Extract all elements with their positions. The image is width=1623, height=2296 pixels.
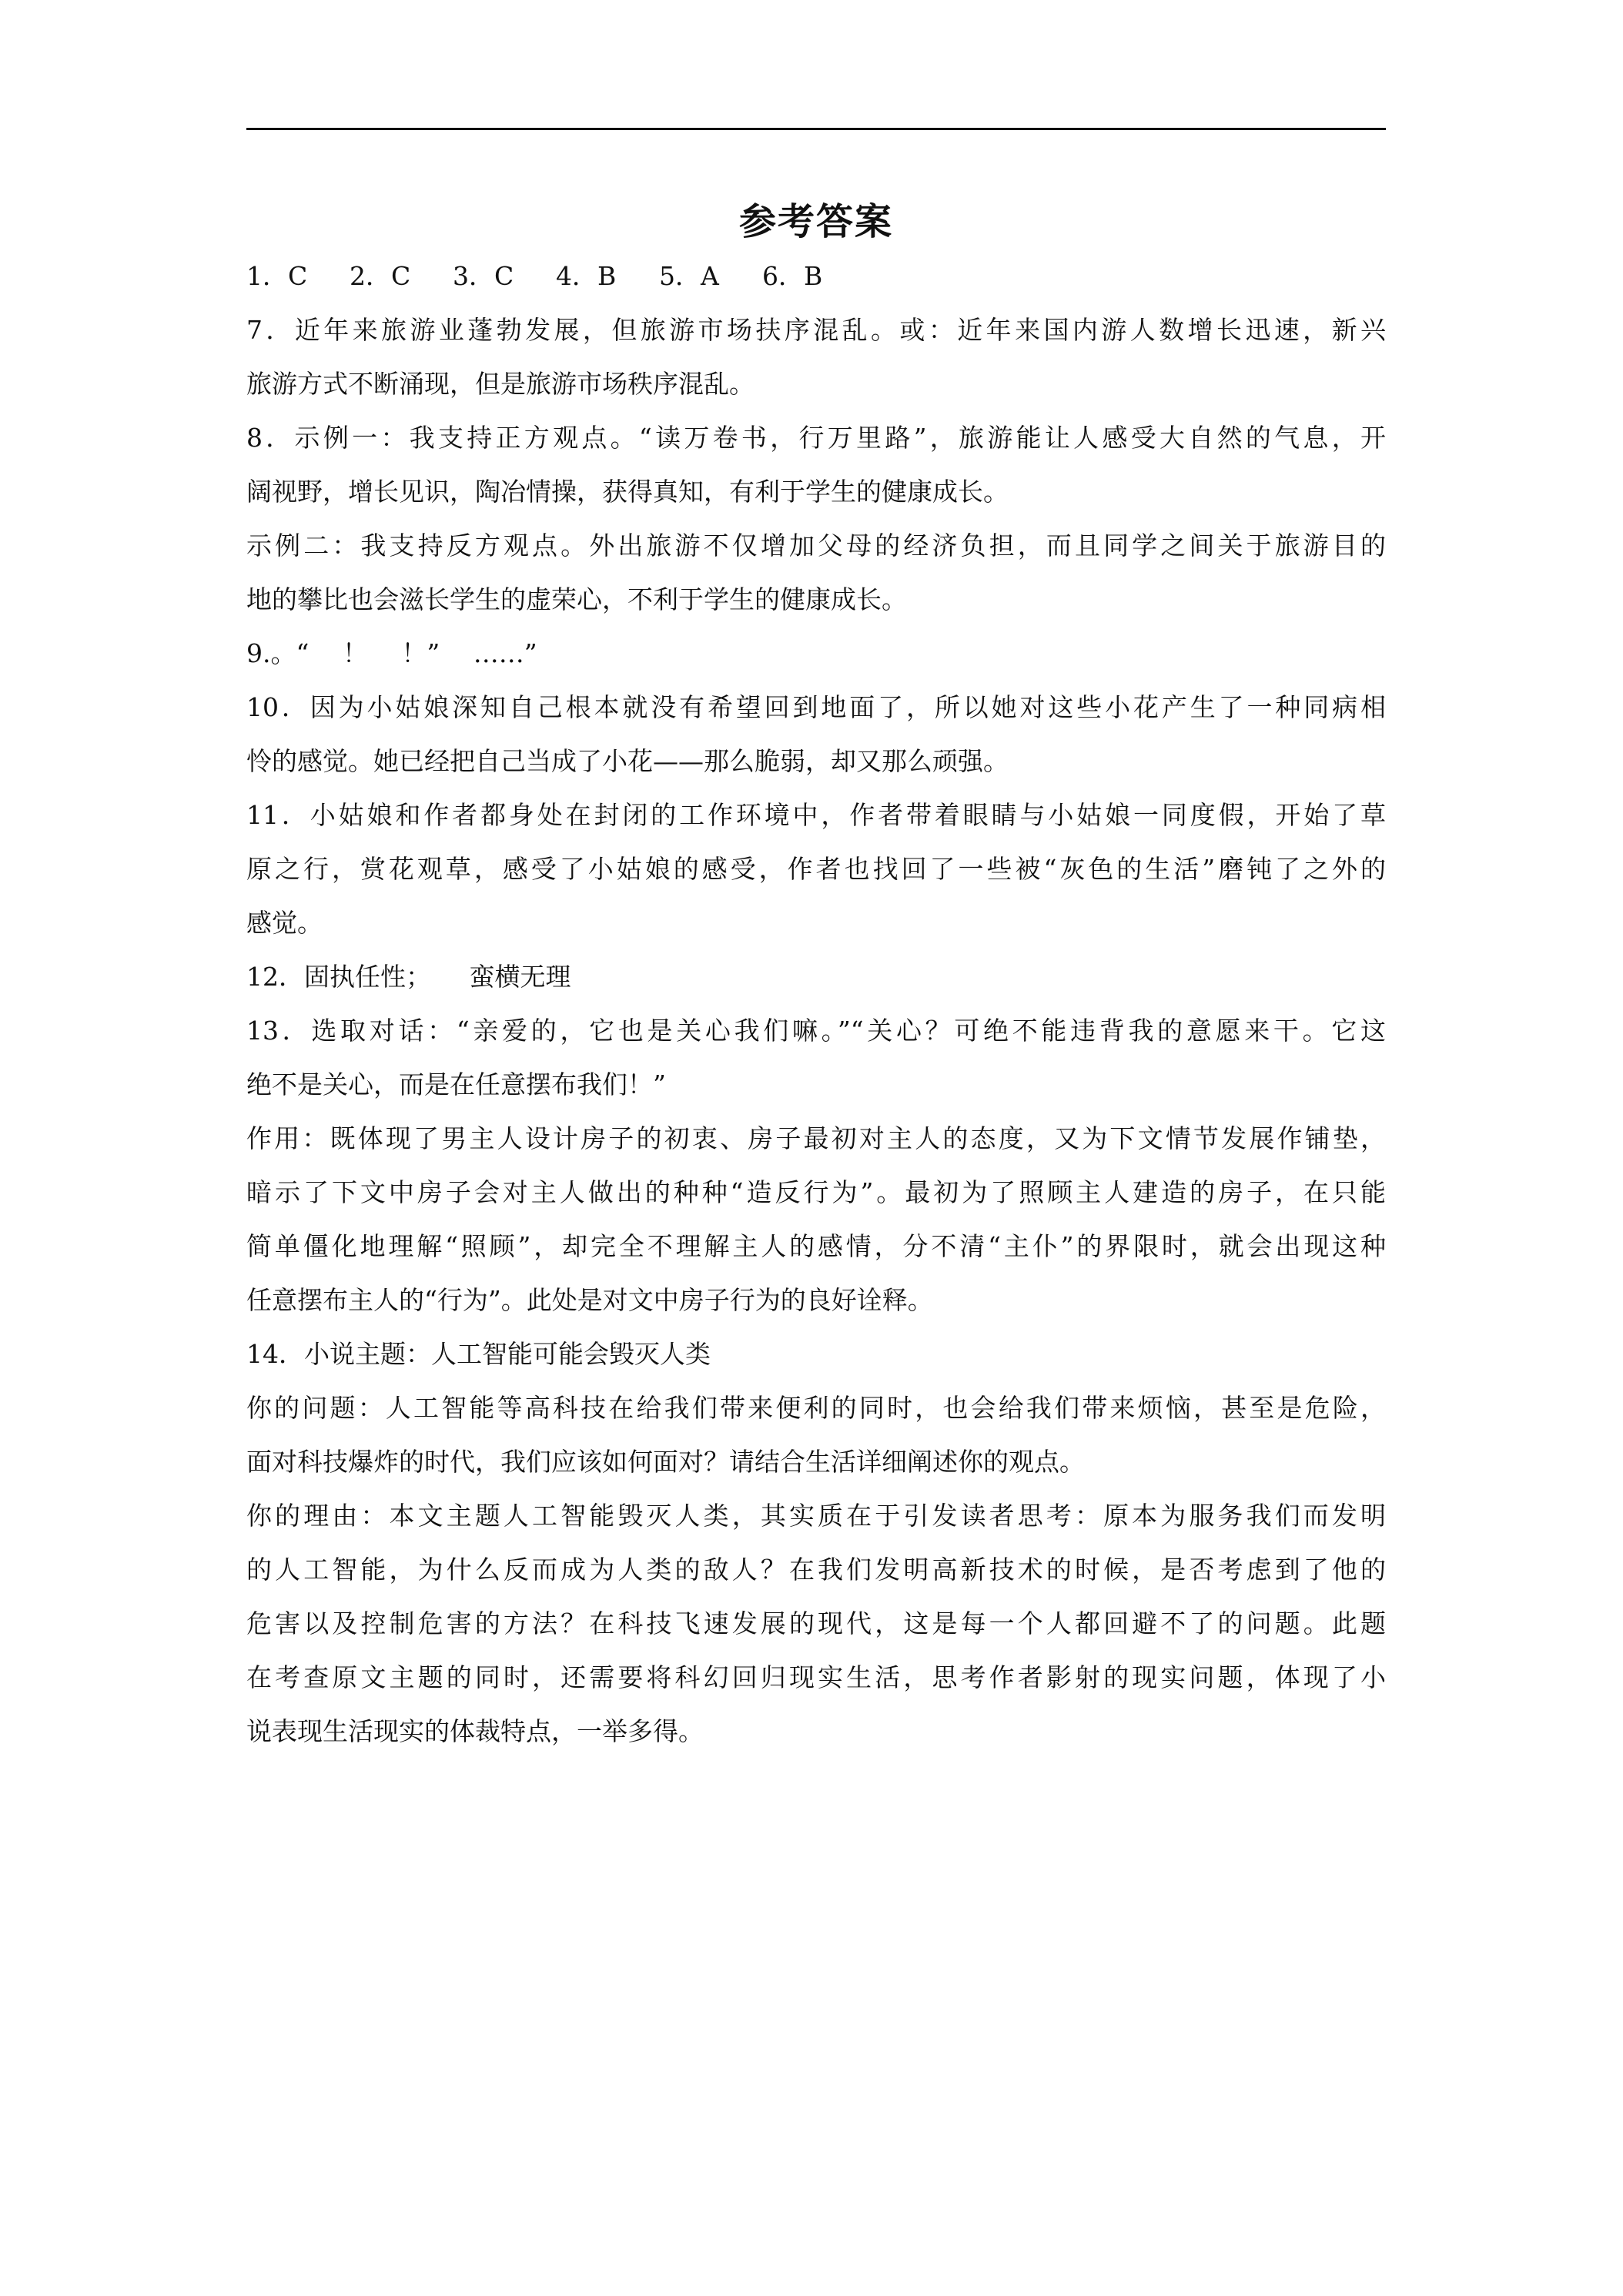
answer-line: 在考查原文主题的同时，还需要将科幻回归现实生活，思考作者影射的现实问题，体现了小 bbox=[246, 1662, 1386, 1692]
answer-line: 面对科技爆炸的时代，我们应该如何面对？请结合生活详细阐述你的观点。 bbox=[246, 1447, 1085, 1477]
mc-answer: 6．B bbox=[762, 261, 823, 291]
answer-line: 地的攀比也会滋长学生的虚荣心，不利于学生的健康成长。 bbox=[246, 584, 907, 614]
mc-answer: 2．C bbox=[350, 261, 411, 291]
answer-line: 12．固执任性； 蛮横无理 bbox=[246, 962, 571, 992]
answer-line: 原之行，赏花观草，感受了小姑娘的感受，作者也找回了一些被“灰色的生活”磨钝了之外的 bbox=[246, 854, 1386, 884]
answer-lines bbox=[246, 303, 1386, 1759]
answer-line: 简单僵化地理解“照顾”，却完全不理解主人的感情，分不清“主仆”的界限时，就会出现这种 bbox=[246, 1231, 1386, 1261]
answer-body bbox=[246, 249, 1386, 1759]
answer-line: 8．示例一：我支持正方观点。“读万卷书，行万里路”，旅游能让人感受大自然的气息，开 bbox=[246, 423, 1386, 453]
answer-line: 9.。“ ！ ！” ……” bbox=[246, 638, 537, 668]
answer-line: 你的理由：本文主题人工智能毁灭人类，其实质在于引发读者思考：原本为服务我们而发明 bbox=[246, 1501, 1386, 1531]
answer-line: 13．选取对话：“亲爱的，它也是关心我们嘛。”“关心？可绝不能违背我的意愿来干。它这 bbox=[246, 1016, 1386, 1046]
mc-answer: 4．B bbox=[556, 261, 617, 291]
answer-line: 7．近年来旅游业蓬勃发展，但旅游市场扶序混乱。或：近年来国内游人数增长迅速，新兴 bbox=[246, 315, 1386, 345]
answer-line: 说表现生活现实的体裁特点，一举多得。 bbox=[246, 1716, 704, 1746]
answer-line: 作用：既体现了男主人设计房子的初衷、房子最初对主人的态度，又为下文情节发展作铺垫， bbox=[246, 1123, 1386, 1153]
answer-line: 的人工智能，为什么反而成为人类的敌人？在我们发明高新技术的时候，是否考虑到了他的 bbox=[246, 1555, 1386, 1585]
mc-answer: 5．A bbox=[659, 261, 719, 291]
answer-line: 11．小姑娘和作者都身处在封闭的工作环境中，作者带着眼睛与小姑娘一同度假，开始了草 bbox=[246, 800, 1386, 830]
answer-line: 任意摆布主人的“行为”。此处是对文中房子行为的良好诠释。 bbox=[246, 1285, 933, 1315]
answer-line: 危害以及控制危害的方法？在科技飞速发展的现代，这是每一个人都回避不了的问题。此题 bbox=[246, 1608, 1386, 1638]
answer-line: 怜的感觉。她已经把自己当成了小花——那么脆弱，却又那么顽强。 bbox=[246, 746, 1009, 776]
answer-line: 阔视野，增长见识，陶冶情操，获得真知，有利于学生的健康成长。 bbox=[246, 477, 1009, 507]
multiple-choice-answers bbox=[246, 249, 1386, 303]
answer-line: 10．因为小姑娘深知自己根本就没有希望回到地面了，所以她对这些小花产生了一种同病相 bbox=[246, 692, 1386, 722]
answer-line: 你的问题：人工智能等高科技在给我们带来便利的同时，也会给我们带来烦恼，甚至是危险， bbox=[246, 1393, 1386, 1423]
mc-answer: 3．C bbox=[453, 261, 514, 291]
answer-line: 示例二：我支持反方观点。外出旅游不仅增加父母的经济负担，而且同学之间关于旅游目的 bbox=[246, 530, 1386, 561]
mc-answer: 1．C bbox=[246, 261, 308, 291]
answer-line: 14．小说主题：人工智能可能会毁灭人类 bbox=[246, 1339, 711, 1369]
page-title: 参考答案 bbox=[738, 200, 893, 243]
answer-line: 旅游方式不断涌现，但是旅游市场秩序混乱。 bbox=[246, 369, 755, 399]
answer-line: 绝不是关心，而是在任意摆布我们！” bbox=[246, 1069, 666, 1099]
header-rule bbox=[246, 128, 1386, 130]
answer-line: 暗示了下文中房子会对主人做出的种种“造反行为”。最初为了照顾主人建造的房子，在只能 bbox=[246, 1177, 1386, 1207]
answer-line: 感觉。 bbox=[246, 908, 323, 938]
